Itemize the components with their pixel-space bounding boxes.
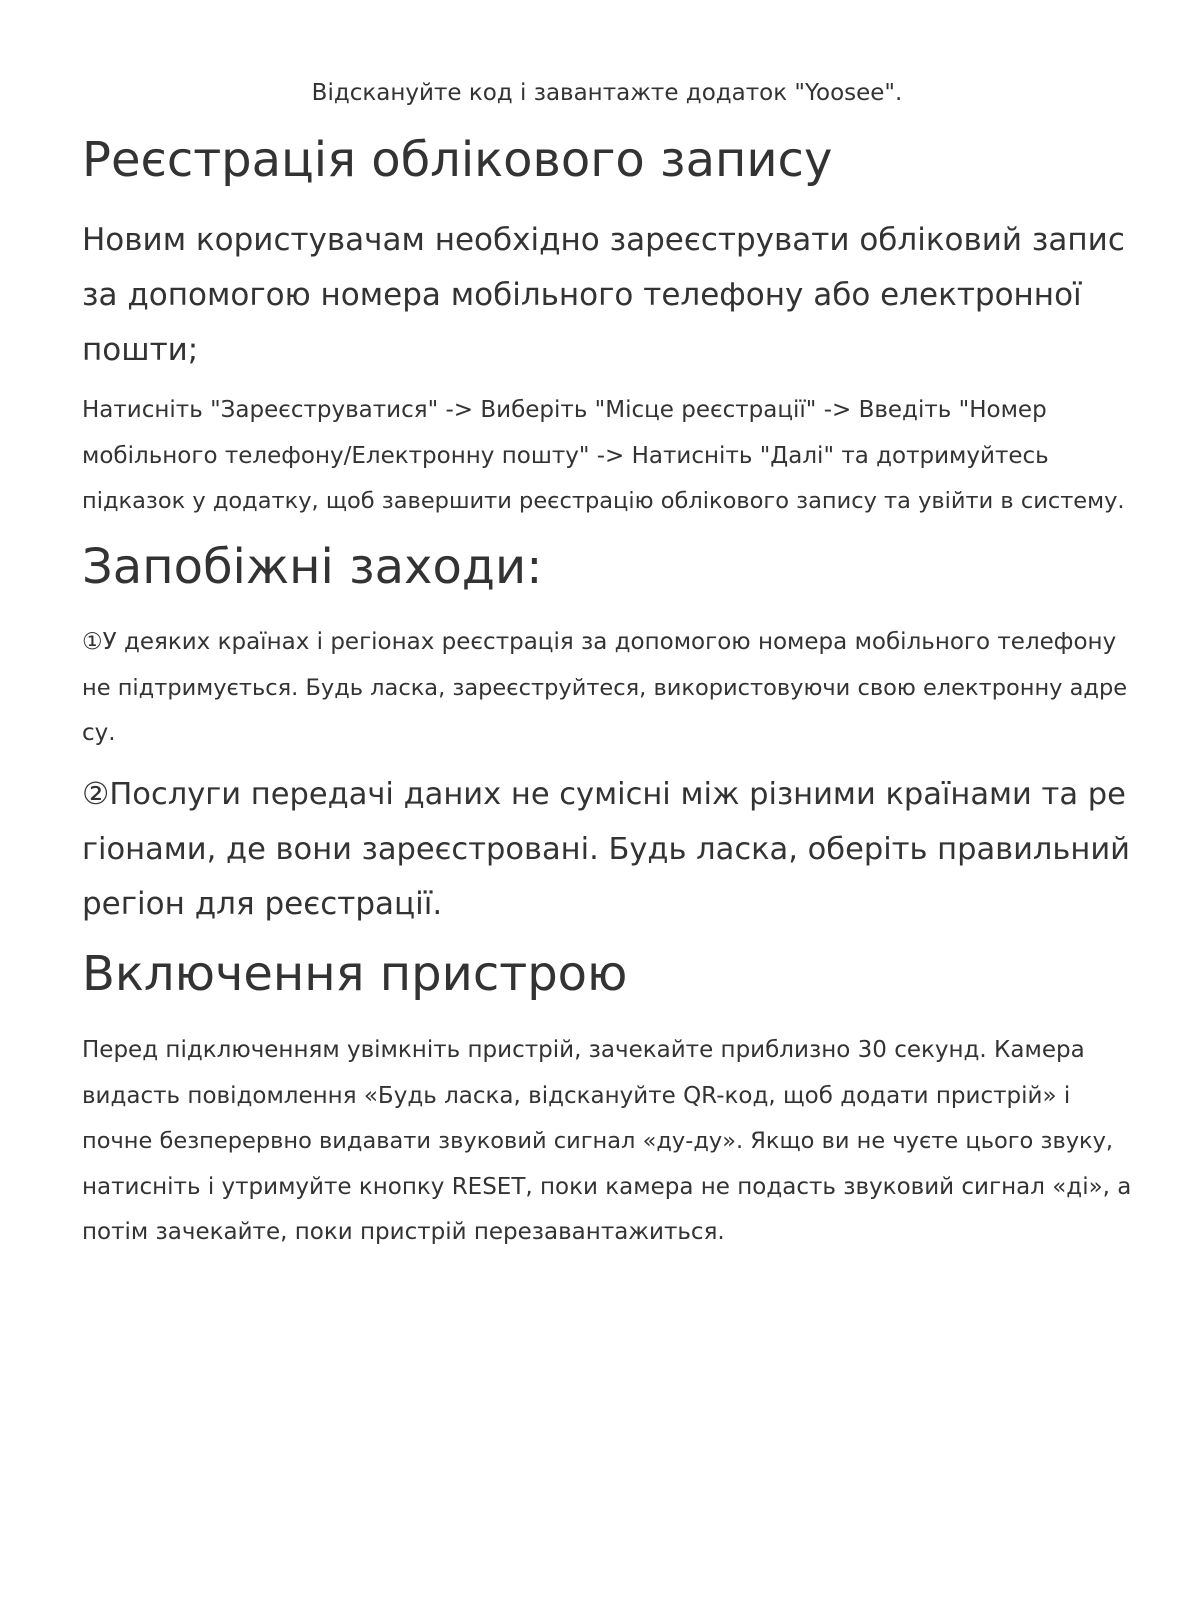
registration-intro <box>82 213 1132 378</box>
power-on-heading: Включення пристрою <box>82 946 628 1002</box>
registration-intro-line: пошти; <box>82 332 199 368</box>
precaution-note-1-line: не підтримується. Будь ласка, зареєструйтеся, використовуючи свою електронну адре <box>82 674 1128 701</box>
power-on-line: потім зачекайте, поки пристрій перезавантажиться. <box>82 1219 725 1245</box>
power-on-line: Перед підключенням увімкніть пристрій, зачекайте приблизно 30 секунд. Камера <box>82 1037 1085 1063</box>
registration-heading: Реєстрація облікового запису <box>82 132 833 188</box>
power-on-line: натисніть і утримуйте кнопку RESET, поки камера не подасть звуковий сигнал «ді», а <box>82 1173 1132 1200</box>
precaution-note-1 <box>82 620 1132 757</box>
registration-steps <box>82 388 1132 525</box>
power-on-instructions <box>82 1028 1132 1256</box>
precautions-heading: Запобіжні заходи: <box>82 539 543 595</box>
power-on-line: почне безперервно видавати звуковий сигнал «ду-ду». Якщо ви не чуєте цього звуку, <box>82 1128 1114 1154</box>
registration-steps-line: підказок у додатку, щоб завершити реєстрацію облікового запису та увійти в систему. <box>82 488 1125 514</box>
registration-steps-line: Натисніть "Зареєструватися" -> Виберіть "Місце реєстрації" -> Введіть "Номер <box>82 397 1047 423</box>
registration-steps-line: мобільного телефону/Електронну пошту" -> Натисніть "Далі" та дотримуйтесь <box>82 442 1049 469</box>
registration-intro-line: за допомогою номера мобільного телефону або електронної <box>82 277 1082 313</box>
precaution-note-2-line: ②Послуги передачі даних не сумісні між різними країнами та ре <box>82 777 1126 812</box>
power-on-line: видасть повідомлення «Будь ласка, відскануйте QR-код, щоб додати пристрій» і <box>82 1082 1071 1109</box>
precaution-note-2-line: гіонами, де вони зареєстровані. Будь ласка, оберіть правильний <box>82 832 1130 867</box>
registration-intro-line: Новим користувачам необхідно зареєструвати обліковий запис <box>82 222 1125 258</box>
download-caption: Відскануйте код і завантажте додаток "Yoosee". <box>311 80 903 106</box>
precaution-note-2 <box>82 767 1132 932</box>
precaution-note-1-line: су. <box>82 720 116 746</box>
precaution-note-2-line: регіон для реєстрації. <box>82 886 443 922</box>
precaution-note-1-line: ①У деяких країнах і регіонах реєстрація за допомогою номера мобільного телефону <box>82 629 1117 655</box>
